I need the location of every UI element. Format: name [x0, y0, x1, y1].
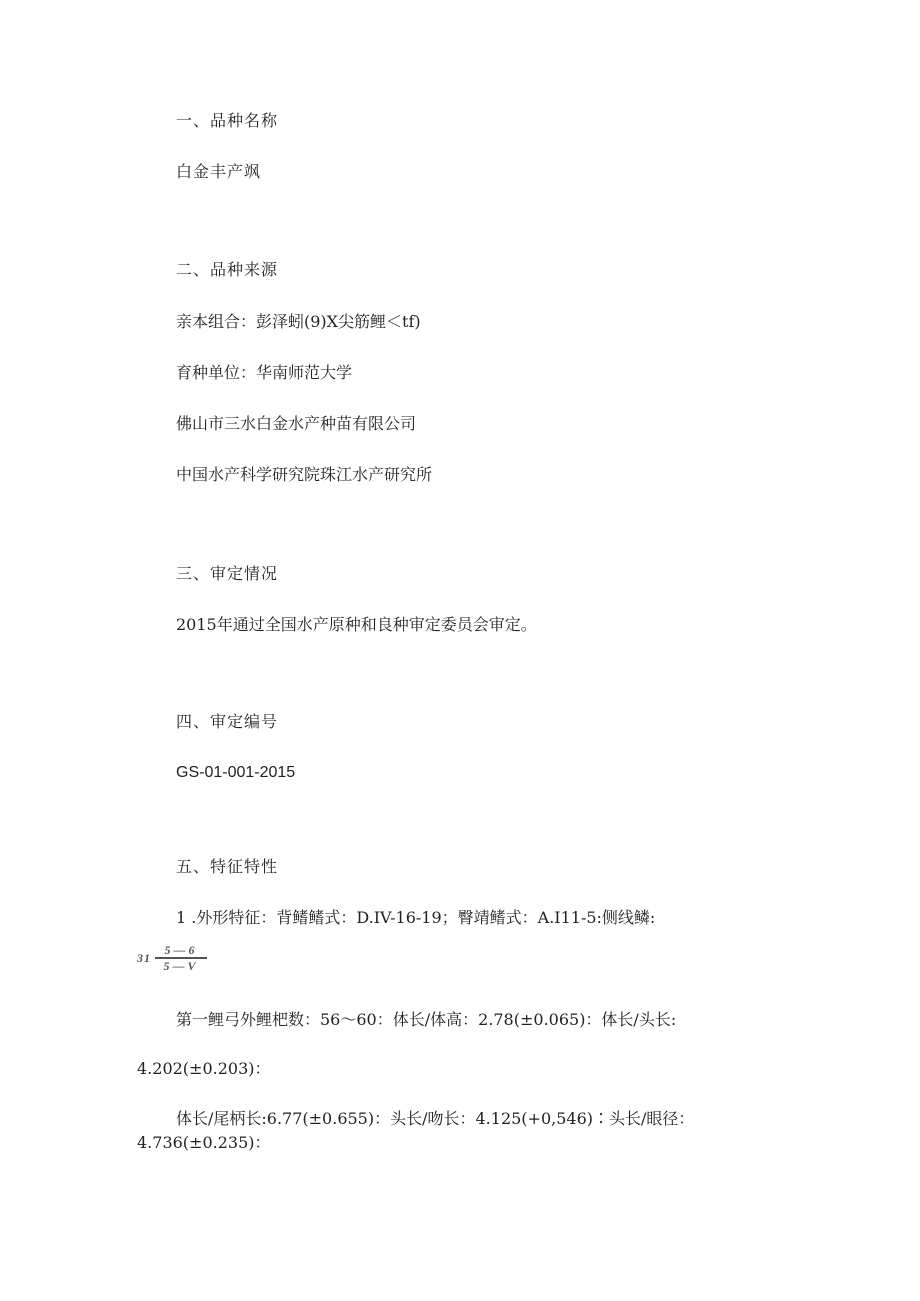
body-head-ratio-value: 4.202(±0.203)：: [137, 1059, 271, 1078]
section-heading-variety-name: 一、品种名称: [176, 111, 279, 130]
breeding-unit: 育种单位：华南师范大学: [176, 363, 353, 382]
variety-name: 白金丰产飒: [176, 162, 262, 181]
formula-numerator: 5—6: [164, 943, 198, 957]
lateral-line-scale-formula: [137, 944, 207, 972]
external-features: 1 .外形特征：背鳍鳍式：D.IV-16-19；臀靖鳍式：A.I11-5:侧线鳞:: [176, 908, 656, 927]
formula-fraction: [155, 944, 207, 972]
formula-lead: 31: [137, 950, 151, 965]
breeding-unit-2: 佛山市三水白金水产种苗有限公司: [176, 414, 417, 433]
approval-number: GS-01-001-2015: [176, 764, 296, 781]
section-heading-characteristics: 五、特征特性: [176, 857, 279, 876]
eye-ratio-value: 4.736(±0.235)：: [137, 1133, 271, 1152]
tail-snout-ratios: 体长/尾柄长:6.77(±0.655)：头长/吻长：4.125(+0,546)∶头长/眼径：: [176, 1109, 695, 1128]
parent-combination: 亲本组合：彭泽蚓(9)X尖筋鲤＜tf): [176, 312, 421, 331]
approval-text: 2015年通过全国水产原种和良种审定委员会审定。: [176, 615, 537, 634]
breeding-unit-3: 中国水产科学研究院珠江水产研究所: [176, 465, 433, 484]
section-heading-approval-number: 四、审定编号: [176, 712, 279, 731]
gill-raker-ratios: 第一鲤弓外鲤杷数：56～60：体长/体高：2.78(±0.065)：体长/头长:: [176, 1010, 677, 1029]
formula-denominator: 5—V: [163, 959, 199, 973]
section-heading-approval: 三、审定情况: [176, 564, 279, 583]
section-heading-variety-source: 二、品种来源: [176, 260, 279, 279]
